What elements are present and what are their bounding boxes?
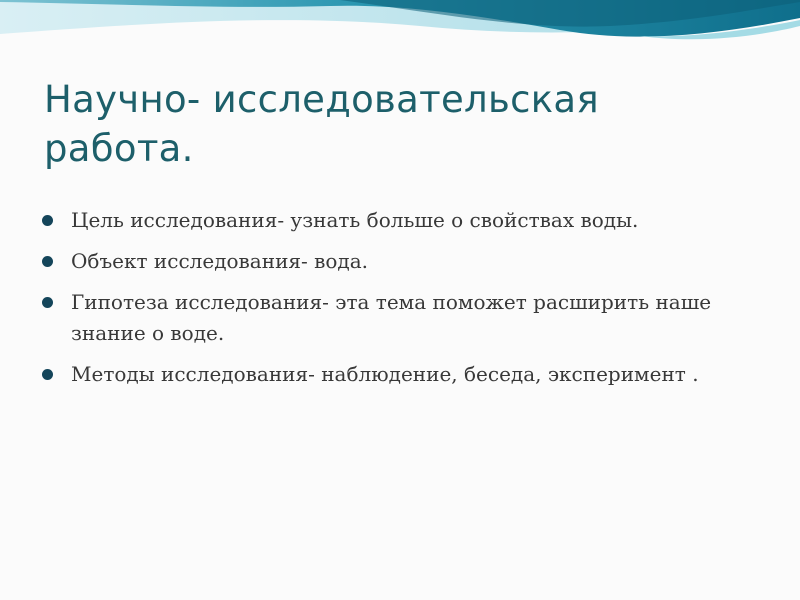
bullet-text: Объект исследования- вода. — [71, 249, 369, 273]
bullet-item-goal — [40, 205, 720, 236]
bullet-text: Цель исследования- узнать больше о свойствах воды. — [71, 208, 639, 232]
bullet-item-object — [40, 246, 720, 277]
bullet-dot-icon — [42, 369, 53, 380]
bullet-dot-icon — [42, 215, 53, 226]
wave-decoration — [0, 0, 800, 60]
bullet-list — [40, 205, 720, 400]
bullet-dot-icon — [42, 297, 53, 308]
bullet-text: Гипотеза исследования- эта тема поможет расширить наше знание о воде. — [71, 290, 712, 345]
slide-title: Научно- исследовательская работа. — [44, 78, 599, 170]
bullet-dot-icon — [42, 256, 53, 267]
bullet-item-hypothesis — [40, 287, 720, 349]
bullet-item-methods — [40, 359, 720, 390]
bullet-text: Методы исследования- наблюдение, беседа, эксперимент . — [71, 362, 699, 386]
